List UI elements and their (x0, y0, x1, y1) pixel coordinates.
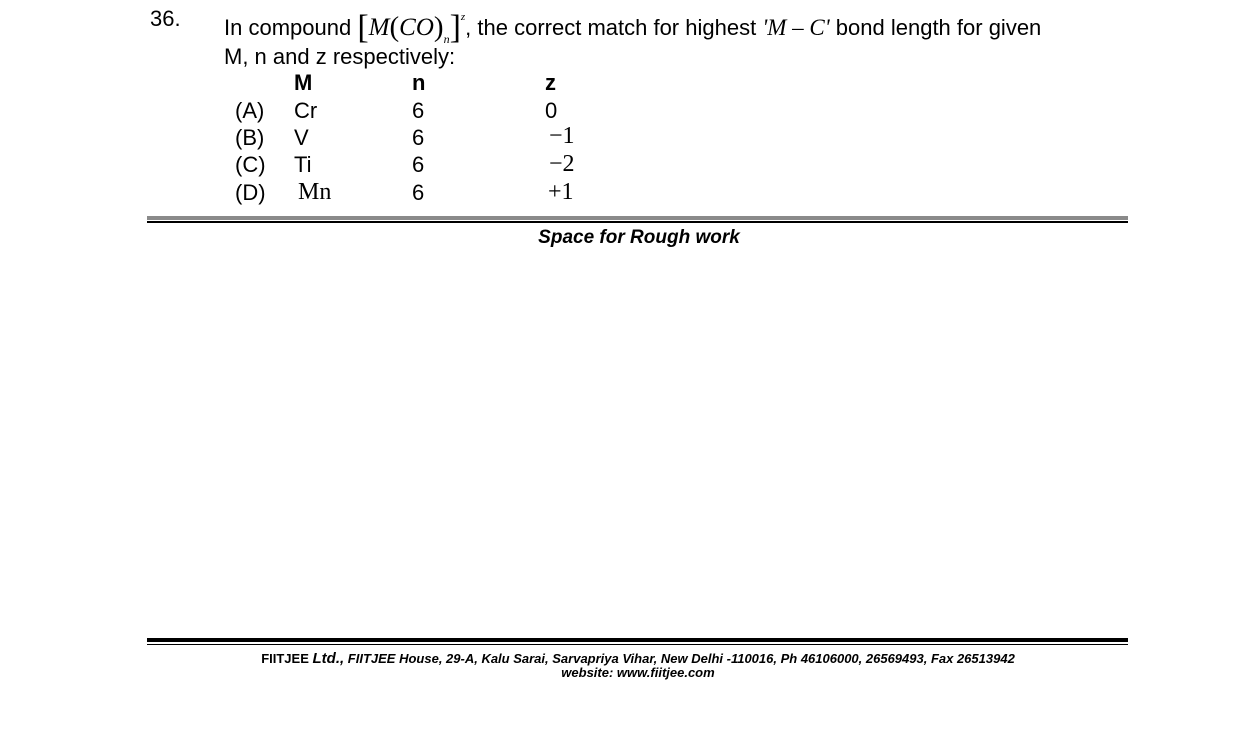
question-line-1 (224, 6, 1041, 44)
formula-superscript: z (460, 11, 466, 23)
option-c-n: 6 (412, 152, 425, 177)
rough-work-heading: Space for Rough work (538, 227, 740, 248)
close-paren: ) (433, 11, 444, 43)
option-b-z: −1 (549, 123, 575, 149)
formula-subscript: n (443, 32, 450, 46)
option-label-d: (D) (235, 180, 266, 205)
option-d-metal: Mn (298, 179, 332, 205)
close-bracket: ] (449, 9, 461, 46)
footer-rule-thin (147, 644, 1128, 645)
footer-rule-thick (147, 638, 1128, 642)
option-a-n: 6 (412, 98, 425, 123)
header-n: n (412, 70, 426, 95)
footer-website: website: www.fiitjee.com (561, 665, 715, 680)
question-text-before: In compound (224, 15, 352, 40)
option-label-c: (C) (235, 152, 266, 177)
question-line-2: M, n and z respectively: (224, 44, 456, 69)
question-number: 36. (150, 6, 181, 31)
option-label-a: (A) (235, 98, 265, 123)
option-b-metal: V (294, 125, 309, 150)
footer-brand-suffix: Ltd., (312, 650, 345, 667)
formula-ligand: CO (399, 14, 434, 41)
compound-formula (357, 9, 466, 46)
formula-metal: M (368, 14, 390, 41)
option-a-metal: Cr (294, 98, 318, 123)
option-b-n: 6 (412, 125, 425, 150)
section-divider-black (147, 221, 1128, 223)
header-z: z (545, 70, 556, 95)
question-text-after: bond length for given (835, 15, 1042, 40)
option-c-metal: Ti (294, 152, 312, 177)
option-d-z: +1 (548, 179, 574, 205)
option-a-z: 0 (545, 98, 558, 123)
option-c-z: −2 (549, 151, 575, 177)
header-m: M (294, 70, 313, 95)
footer-address: FIITJEE House, 29-A, Kalu Sarai, Sarvapriya Vihar, New Delhi -110016, Ph 46106000, 26569493, Fax 26513942 (347, 651, 1015, 666)
question-text-middle: , the correct match for highest (465, 15, 757, 40)
footer-brand: FIITJEE (261, 651, 309, 666)
section-divider-gray (147, 216, 1128, 220)
bond-notation: 'M – C' (762, 15, 830, 40)
open-bracket: [ (357, 9, 369, 46)
option-label-b: (B) (235, 125, 265, 150)
open-paren: ( (389, 11, 400, 43)
option-d-n: 6 (412, 180, 425, 205)
